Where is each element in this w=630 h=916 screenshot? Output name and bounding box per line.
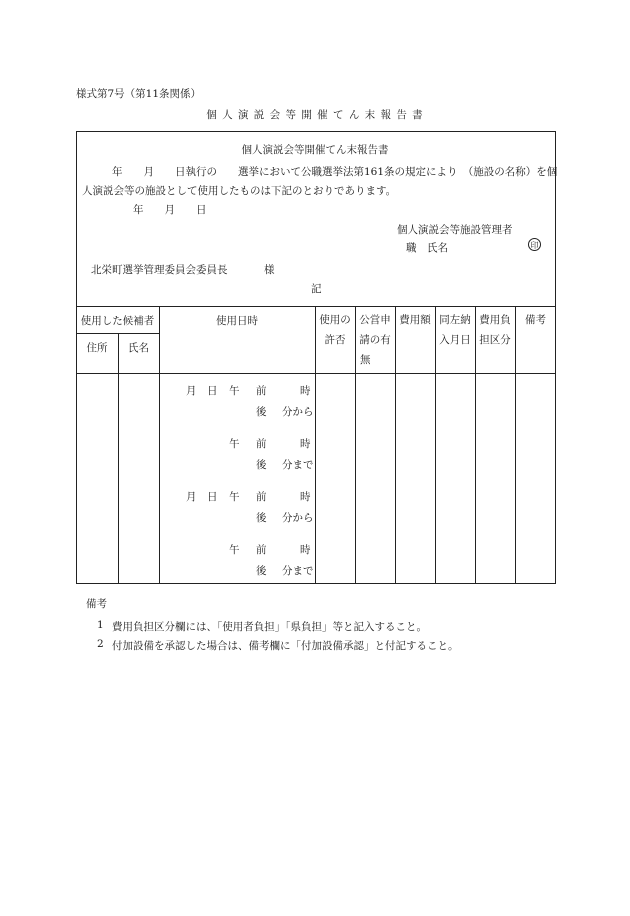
schedule-am-pm: 午 <box>229 491 240 503</box>
schedule-hour: 時 <box>300 491 311 503</box>
schedule-hour: 時 <box>300 385 311 397</box>
schedule-min-until: 分まで <box>282 459 314 471</box>
header-burden: 費用負 担区分 <box>479 314 511 346</box>
schedule-month-day: 月 日 <box>186 491 218 503</box>
schedule-after: 後 <box>256 565 267 577</box>
header-datetime: 使用日時 <box>216 315 258 327</box>
table-top-line <box>76 306 556 307</box>
manager-name: 職 氏名 <box>406 242 448 254</box>
note-text: 費用負担区分欄には、「使用者負担」「県負担」等と記入すること。 <box>112 621 427 633</box>
form-number: 様式第7号（第11条関係） <box>76 88 202 100</box>
schedule-hour: 時 <box>300 438 311 450</box>
schedule-am-pm: 午 <box>229 385 240 397</box>
schedule-before: 前 <box>256 438 267 450</box>
report-frame <box>76 131 556 584</box>
col-line-burden <box>515 306 516 584</box>
header-cost: 費用額 <box>399 314 431 326</box>
schedule-after: 後 <box>256 406 267 418</box>
schedule-before: 前 <box>256 491 267 503</box>
date-line: 年 月 日 <box>133 204 207 216</box>
header-permit: 使用の 許否 <box>319 314 351 346</box>
col-line-address <box>118 333 119 584</box>
seal-mark: 印 <box>528 238 541 251</box>
manager-title: 個人演説会等施設管理者 <box>397 224 513 236</box>
schedule-after: 後 <box>256 512 267 524</box>
schedule-min-from: 分から <box>282 406 314 418</box>
note-text: 付加設備を承認した場合は、備考欄に「付加設備承認」と付記すること。 <box>112 640 459 652</box>
schedule-min-until: 分まで <box>282 565 314 577</box>
note-number: 1 <box>97 619 104 631</box>
schedule-after: 後 <box>256 459 267 471</box>
schedule-hour: 時 <box>300 544 311 556</box>
header-bottom-line <box>76 373 556 374</box>
addressee: 北栄町選挙管理委員会委員長 <box>91 264 228 276</box>
header-candidate: 使用した候補者 <box>80 315 155 327</box>
honorific: 様 <box>264 264 275 276</box>
schedule-am-pm: 午 <box>229 438 240 450</box>
header-name: 氏名 <box>128 342 149 354</box>
note-number: 2 <box>97 638 104 650</box>
schedule-before: 前 <box>256 544 267 556</box>
header-remarks: 備考 <box>525 314 546 326</box>
header-paid-date: 同左納 入月日 <box>439 314 471 346</box>
page-title: 個 人 演 説 会 等 開 催 て ん 末 報 告 書 <box>206 109 424 121</box>
col-line-name <box>159 306 160 584</box>
header-public: 公営申 請の有 無 <box>359 314 391 366</box>
header-address: 住所 <box>86 342 108 354</box>
ki-label: 記 <box>311 283 322 295</box>
intro-line-1: 年 月 日執行の 選挙において公職選挙法第161条の規定により （施設の名称）を個 <box>112 166 558 178</box>
schedule-month-day: 月 日 <box>186 385 218 397</box>
notes-heading: 備考 <box>86 598 107 610</box>
schedule-min-from: 分から <box>282 512 314 524</box>
schedule-before: 前 <box>256 385 267 397</box>
schedule-am-pm: 午 <box>229 544 240 556</box>
col-line-public <box>395 306 396 584</box>
box-title: 個人演説会等開催てん末報告書 <box>241 144 389 156</box>
intro-line-2: 人演説会等の施設として使用したものは下記のとおりであります。 <box>82 185 397 197</box>
